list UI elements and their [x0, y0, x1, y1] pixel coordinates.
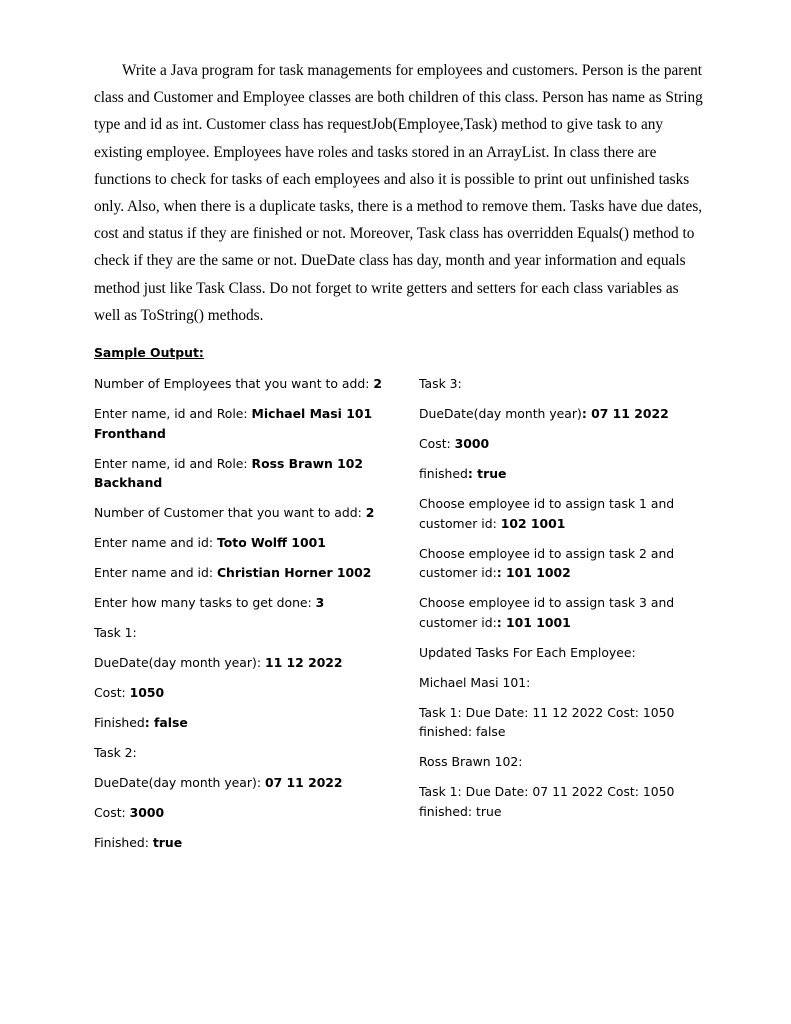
output-line: Michael Masi 101: — [419, 674, 531, 690]
sample-output-heading: Sample Output: — [94, 345, 204, 360]
output-line: Number of Employees that you want to add: 2 — [94, 376, 382, 391]
output-line: Enter name and id: Toto Wolff 1001 — [94, 535, 326, 550]
output-line: Cost: 3000 — [419, 436, 490, 451]
output-line: DueDate(day month year): 07 11 2022 — [94, 775, 343, 790]
output-line: Cost: 1050 — [94, 685, 165, 700]
output-line: Task 2: — [94, 745, 137, 760]
output-line: Finished: false — [94, 715, 188, 730]
output-line: Task 1: Due Date: 11 12 2022 Cost: 1050 finished: false — [419, 704, 675, 739]
output-line: Choose employee id to assign task 2 and customer id:: 101 1002 — [419, 545, 675, 580]
output-line: Enter how many tasks to get done: 3 — [94, 595, 325, 610]
sample-output-left-column — [94, 374, 384, 863]
output-line: Enter name, id and Role: Michael Masi 101 Fronthand — [94, 406, 373, 441]
output-line: Task 1: — [94, 625, 137, 640]
sample-output-right-column — [419, 374, 689, 832]
output-line: Cost: 3000 — [94, 805, 165, 820]
assignment-paragraph: Write a Java program for task managements for employees and customers. Person is the parent class and Customer and Employee classes are both children of this class. Person has name as String type and id as int. Customer class has requestJob(Employee,Task) method to give task to any existing employee. Employees have roles and tasks stored in an ArrayList. In class there are functions to check for tasks of each employees and also it is possible to print out unfinished tasks only. Also, when there is a duplicate tasks, there is a method to remove them. Tasks have due dates, cost and status if they are finished or not. Moreover, Task class has overridden Equals() method to check if they are the same or not. DueDate class has day, month and year information and equals method just like Task Class. Do not forget to write getters and setters for each class variables as well as ToString() methods. — [94, 62, 703, 324]
output-line: DueDate(day month year): 07 11 2022 — [419, 406, 669, 421]
output-line: Finished: true — [94, 835, 183, 850]
output-line: Number of Customer that you want to add: 2 — [94, 505, 375, 520]
output-line: Task 1: Due Date: 07 11 2022 Cost: 1050 finished: true — [419, 784, 675, 819]
output-line: DueDate(day month year): 11 12 2022 — [94, 655, 343, 670]
output-line: Enter name, id and Role: Ross Brawn 102 Backhand — [94, 455, 364, 490]
output-line: Choose employee id to assign task 3 and customer id:: 101 1001 — [419, 595, 675, 630]
output-line: Ross Brawn 102: — [419, 754, 523, 769]
output-line: finished: true — [419, 466, 507, 481]
output-line: Choose employee id to assign task 1 and customer id: 102 1001 — [419, 496, 675, 531]
output-line: Enter name and id: Christian Horner 1002 — [94, 565, 372, 580]
output-line: Task 3: — [419, 376, 462, 391]
output-line: Updated Tasks For Each Employee: — [419, 644, 636, 660]
